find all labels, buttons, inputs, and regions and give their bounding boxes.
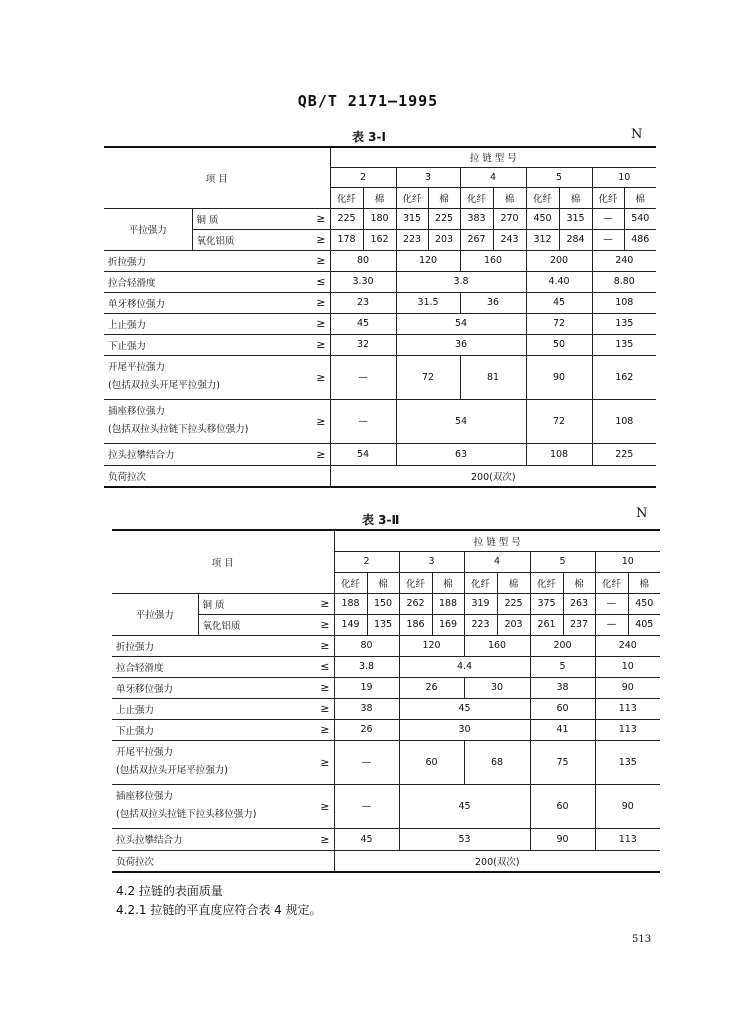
row-label: 铜 质 [192, 208, 304, 229]
cell: 72 [526, 399, 592, 443]
cell: 3.8 [396, 271, 526, 292]
cell: — [595, 593, 628, 614]
table1-material-cotton: 棉 [559, 187, 592, 208]
table-row [112, 828, 660, 850]
cell: 3.30 [330, 271, 396, 292]
cell: 149 [334, 614, 367, 635]
cell: 225 [428, 208, 460, 229]
row-operator: ≥ [306, 635, 334, 656]
cell: 38 [334, 698, 399, 719]
cell: 4.40 [526, 271, 592, 292]
table2-size-2: 2 [334, 551, 399, 572]
row-operator: ≥ [304, 355, 330, 399]
cell: 180 [363, 208, 396, 229]
cell: 31.5 [396, 292, 460, 313]
row-label [104, 399, 304, 443]
cell: 113 [595, 698, 660, 719]
cell: 54 [330, 443, 396, 465]
row-label: 拉合轻滑度 [112, 656, 306, 677]
table-row [104, 355, 656, 399]
cell: 188 [432, 593, 464, 614]
table-row [104, 271, 656, 292]
table1-material-chem: 化纤 [526, 187, 559, 208]
cell: 26 [399, 677, 464, 698]
table-row [112, 635, 660, 656]
cell: 60 [530, 784, 595, 828]
cell: 284 [559, 229, 592, 250]
table2-title: 表 3-Ⅱ [362, 513, 400, 527]
row-label: 折拉强力 [112, 635, 306, 656]
table-row [112, 656, 660, 677]
cell: 41 [530, 719, 595, 740]
cell: 80 [334, 635, 399, 656]
table1-material-chem: 化纤 [592, 187, 624, 208]
cell: 486 [624, 229, 656, 250]
table1-size-10: 10 [592, 167, 656, 187]
row-operator: ≥ [304, 208, 330, 229]
row-label-note: (包括双拉头拉链下拉头移位强力) [108, 424, 249, 435]
row-operator: ≥ [306, 719, 334, 740]
cell: 135 [367, 614, 399, 635]
cell: — [592, 229, 624, 250]
table2-size-5: 5 [530, 551, 595, 572]
cell: 81 [460, 355, 526, 399]
cell: 188 [334, 593, 367, 614]
cell: 36 [460, 292, 526, 313]
row-operator: ≥ [306, 614, 334, 635]
cell: 113 [595, 828, 660, 850]
table-row [112, 850, 660, 872]
cell: 375 [530, 593, 563, 614]
row-operator: ≥ [304, 250, 330, 271]
row-label: 负荷拉次 [112, 850, 334, 872]
cell: — [595, 614, 628, 635]
table2-material-cotton: 棉 [497, 572, 530, 593]
cell: 261 [530, 614, 563, 635]
table-row [104, 443, 656, 465]
table1-size-2: 2 [330, 167, 396, 187]
cell: 3.8 [334, 656, 399, 677]
cell: 162 [363, 229, 396, 250]
cell: 4.4 [399, 656, 530, 677]
table1-material-cotton: 棉 [493, 187, 526, 208]
cell: 223 [396, 229, 428, 250]
page-number: 513 [632, 934, 652, 945]
cell: 38 [530, 677, 595, 698]
table2-material-cotton: 棉 [563, 572, 595, 593]
table1-material-chem: 化纤 [460, 187, 493, 208]
row-label [104, 355, 304, 399]
cell: 203 [497, 614, 530, 635]
row-operator: ≥ [306, 698, 334, 719]
section-heading: 4.2 拉链的表面质量 [116, 884, 223, 898]
table1 [104, 146, 656, 488]
cell: 80 [330, 250, 396, 271]
cell: 237 [563, 614, 595, 635]
cell: 200 [526, 250, 592, 271]
row-label-note: (包括双拉头开尾平拉强力) [116, 765, 228, 776]
cell: 135 [592, 334, 656, 355]
table2-size-4: 4 [464, 551, 530, 572]
cell: 200(双次) [330, 465, 656, 487]
row-operator: ≤ [304, 271, 330, 292]
row-label-main: 插座移位强力 [108, 406, 166, 417]
cell: 450 [628, 593, 660, 614]
row-operator: ≥ [306, 828, 334, 850]
cell: 160 [464, 635, 530, 656]
cell: 243 [493, 229, 526, 250]
cell: 45 [330, 313, 396, 334]
table2-unit: N [636, 506, 648, 521]
table1-material-cotton: 棉 [428, 187, 460, 208]
cell: 108 [592, 399, 656, 443]
table2-size-3: 3 [399, 551, 464, 572]
table2-material-cotton: 棉 [432, 572, 464, 593]
cell: 23 [330, 292, 396, 313]
section-clause: 4.2.1 拉链的平直度应符合表 4 规定。 [116, 903, 322, 917]
cell: 200 [530, 635, 595, 656]
table1-size-4: 4 [460, 167, 526, 187]
cell: — [330, 399, 396, 443]
cell: 32 [330, 334, 396, 355]
cell: 26 [334, 719, 399, 740]
table1-group-header: 拉 链 型 号 [330, 147, 656, 167]
cell: 162 [592, 355, 656, 399]
cell: 315 [559, 208, 592, 229]
cell: 90 [530, 828, 595, 850]
row-label: 下止强力 [104, 334, 304, 355]
cell: — [334, 740, 399, 784]
cell: 45 [526, 292, 592, 313]
row-operator: ≥ [304, 292, 330, 313]
row-operator: ≥ [306, 677, 334, 698]
cell: 225 [497, 593, 530, 614]
table-row [104, 334, 656, 355]
table-row [112, 677, 660, 698]
row-label-main: 开尾平拉强力 [116, 747, 174, 758]
cell: 53 [399, 828, 530, 850]
row-label: 上止强力 [104, 313, 304, 334]
row-operator: ≥ [304, 313, 330, 334]
table1-material-chem: 化纤 [396, 187, 428, 208]
row-label: 折拉强力 [104, 250, 304, 271]
row-operator: ≥ [306, 593, 334, 614]
row-operator: ≥ [306, 784, 334, 828]
cell: 63 [396, 443, 526, 465]
cell: 240 [592, 250, 656, 271]
table2-item-header: 项 目 [112, 530, 334, 593]
row-operator: ≥ [304, 399, 330, 443]
cell: 5 [530, 656, 595, 677]
row-label: 氧化铝质 [198, 614, 306, 635]
row-label: 氧化铝质 [192, 229, 304, 250]
table1-material-chem: 化纤 [330, 187, 363, 208]
cell: 540 [624, 208, 656, 229]
cell: 60 [399, 740, 464, 784]
cell: 225 [592, 443, 656, 465]
row-label-note: (包括双拉头开尾平拉强力) [108, 380, 220, 391]
cell: 30 [399, 719, 530, 740]
cell: 267 [460, 229, 493, 250]
row-label: 拉头拉攀结合力 [104, 443, 304, 465]
table-row [112, 593, 660, 614]
cell: 60 [530, 698, 595, 719]
table-row [112, 719, 660, 740]
table1-material-cotton: 棉 [363, 187, 396, 208]
cell: 36 [396, 334, 526, 355]
cell: 178 [330, 229, 363, 250]
row-label-note: (包括双拉头拉链下拉头移位强力) [116, 809, 257, 820]
cell: 312 [526, 229, 559, 250]
cell: 160 [460, 250, 526, 271]
cell: 150 [367, 593, 399, 614]
cell: 240 [595, 635, 660, 656]
cell: 90 [526, 355, 592, 399]
table1-item-header: 项 目 [104, 147, 330, 208]
cell: 45 [334, 828, 399, 850]
table1-flat-pull-group: 平拉强力 [104, 208, 192, 250]
table2-group-header: 拉 链 型 号 [334, 530, 660, 551]
table-row [112, 784, 660, 828]
row-operator: ≥ [304, 229, 330, 250]
cell: 68 [464, 740, 530, 784]
row-operator: ≥ [306, 740, 334, 784]
cell: 225 [330, 208, 363, 229]
cell: 262 [399, 593, 432, 614]
table-row [104, 313, 656, 334]
table-row [104, 250, 656, 271]
row-operator: ≥ [304, 334, 330, 355]
cell: 263 [563, 593, 595, 614]
row-label: 单牙移位强力 [104, 292, 304, 313]
cell: 135 [595, 740, 660, 784]
table2-material-cotton: 棉 [628, 572, 660, 593]
table1-unit: N [631, 127, 643, 142]
cell: 19 [334, 677, 399, 698]
cell: 72 [526, 313, 592, 334]
cell: 72 [396, 355, 460, 399]
cell: 108 [526, 443, 592, 465]
table1-title: 表 3-Ⅰ [352, 130, 386, 144]
table-row [104, 208, 656, 229]
cell: 270 [493, 208, 526, 229]
row-operator: ≥ [304, 443, 330, 465]
cell: 75 [530, 740, 595, 784]
cell: 186 [399, 614, 432, 635]
table2-material-chem: 化纤 [595, 572, 628, 593]
table-row [112, 740, 660, 784]
cell: 383 [460, 208, 493, 229]
cell: 8.80 [592, 271, 656, 292]
cell: 319 [464, 593, 497, 614]
row-label: 拉合轻滑度 [104, 271, 304, 292]
cell: 405 [628, 614, 660, 635]
table2-material-chem: 化纤 [399, 572, 432, 593]
cell: 90 [595, 784, 660, 828]
cell: 120 [396, 250, 460, 271]
cell: 54 [396, 313, 526, 334]
row-label: 铜 质 [198, 593, 306, 614]
table1-material-cotton: 棉 [624, 187, 656, 208]
cell: 200(双次) [334, 850, 660, 872]
row-label [112, 784, 306, 828]
cell: 450 [526, 208, 559, 229]
table2-material-chem: 化纤 [530, 572, 563, 593]
cell: 30 [464, 677, 530, 698]
table2-size-10: 10 [595, 551, 660, 572]
cell: 54 [396, 399, 526, 443]
cell: 45 [399, 784, 530, 828]
table-row [104, 292, 656, 313]
table2 [112, 529, 660, 873]
cell: 113 [595, 719, 660, 740]
table-row [104, 465, 656, 487]
row-label: 单牙移位强力 [112, 677, 306, 698]
table1-size-3: 3 [396, 167, 460, 187]
table2-material-chem: 化纤 [334, 572, 367, 593]
cell: 223 [464, 614, 497, 635]
table2-material-chem: 化纤 [464, 572, 497, 593]
table2-flat-pull-group: 平拉强力 [112, 593, 198, 635]
row-label: 上止强力 [112, 698, 306, 719]
table-row [104, 399, 656, 443]
table2-material-cotton: 棉 [367, 572, 399, 593]
cell: 315 [396, 208, 428, 229]
cell: 108 [592, 292, 656, 313]
cell: 203 [428, 229, 460, 250]
cell: 90 [595, 677, 660, 698]
standard-code-header: QB/T 2171—1995 [297, 92, 439, 110]
cell: — [334, 784, 399, 828]
row-label-main: 插座移位强力 [116, 791, 174, 802]
cell: 120 [399, 635, 464, 656]
table-row [112, 698, 660, 719]
cell: — [330, 355, 396, 399]
cell: 45 [399, 698, 530, 719]
row-label: 拉头拉攀结合力 [112, 828, 306, 850]
cell: — [592, 208, 624, 229]
table1-size-5: 5 [526, 167, 592, 187]
row-label: 下止强力 [112, 719, 306, 740]
row-label-main: 开尾平拉强力 [108, 362, 166, 373]
row-label: 负荷拉次 [104, 465, 330, 487]
cell: 50 [526, 334, 592, 355]
cell: 10 [595, 656, 660, 677]
cell: 169 [432, 614, 464, 635]
row-label [112, 740, 306, 784]
cell: 135 [592, 313, 656, 334]
row-operator: ≤ [306, 656, 334, 677]
